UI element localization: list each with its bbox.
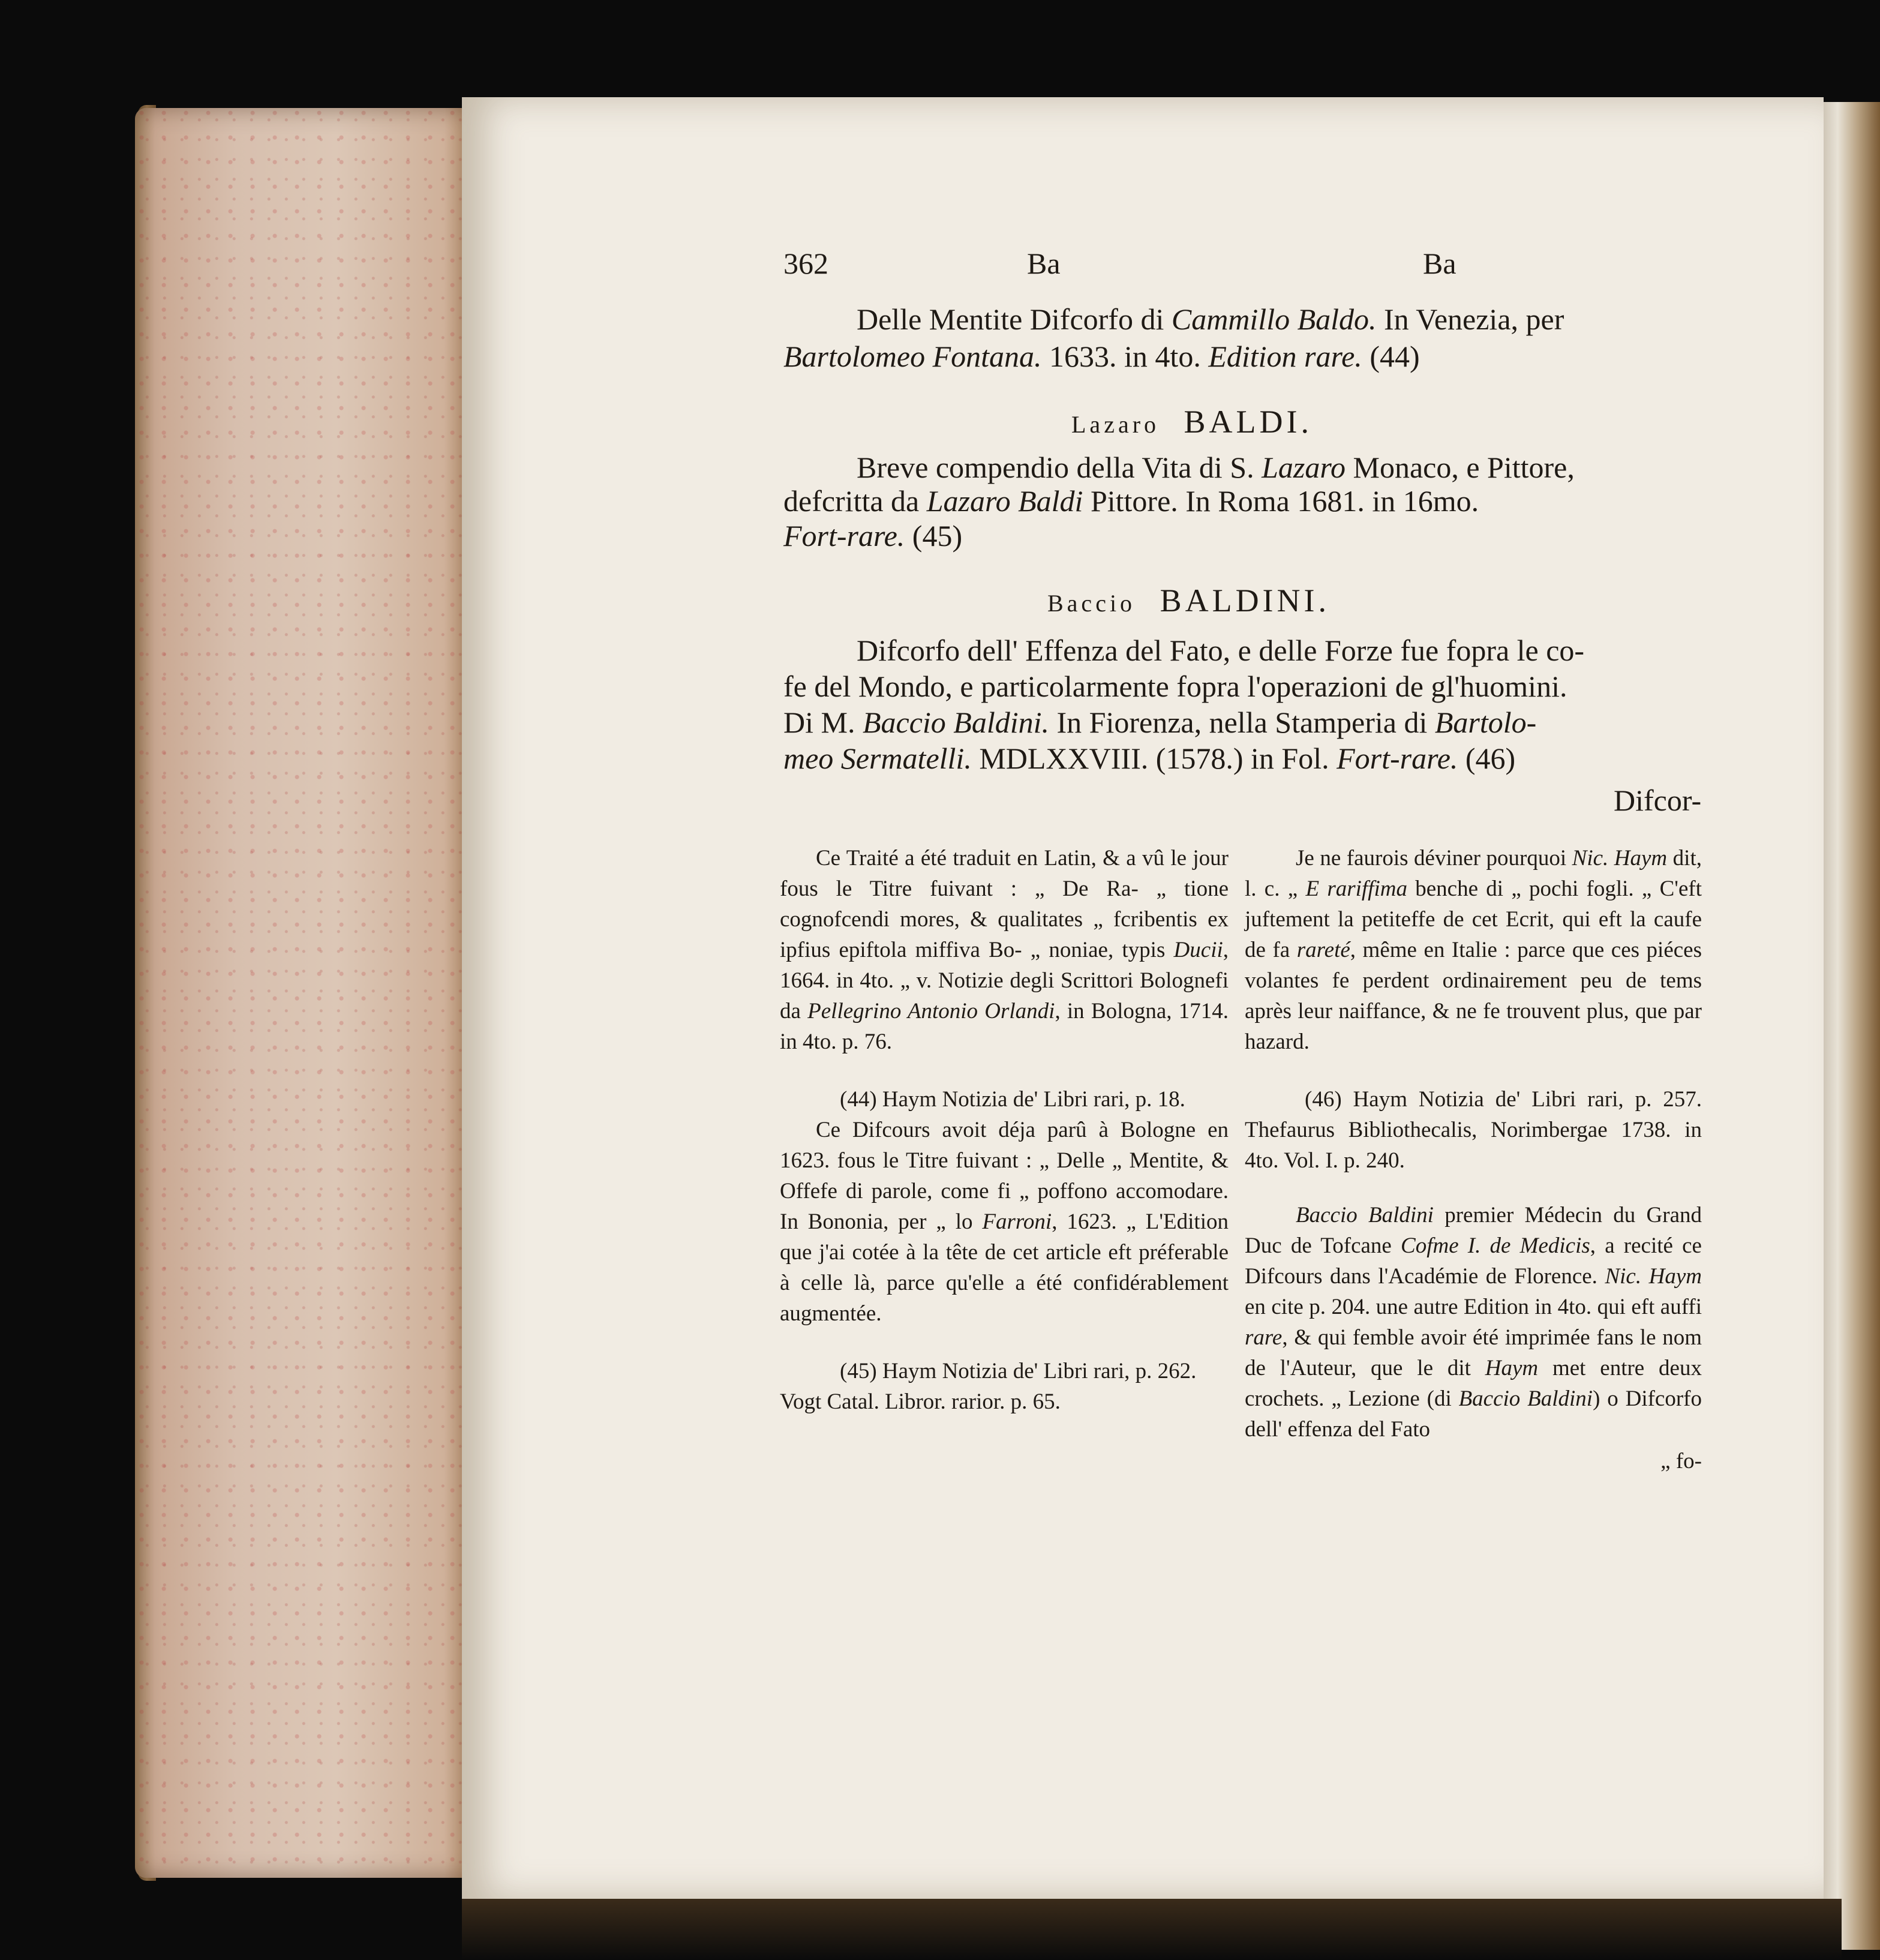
notes-left-column — [780, 843, 1229, 1417]
author-heading-baccio-baldini: Baccio BALDINI. — [1047, 583, 1331, 619]
entry-3-line-2: fe del Mondo, e particolarmente fopra l'operazioni de gl'huomini. — [783, 670, 1567, 703]
note-46: (46) Haym Notizia de' Libri rari, p. 257. Thefaurus Bibliothecalis, Norimbergae 1738. in 4to. Vol. I. p. 240. — [1245, 1087, 1702, 1173]
note-left-paragraph-1: Ce Traité a été traduit en Latin, & a vû le jour fous le Titre fuivant : „ De Ra- „ tione cognofcendi mores, & qualitates „ fcribentis ex ipfius epiftola miffiva Bo- „ noniae, typis Ducii, 1664. in 4to. „ v. Notizie degli Scrittori Bolognefi da Pellegrino Antonio Orlandi, in Bologna, 1714. in 4to. p. 76. — [780, 846, 1229, 1054]
notes-right-column — [1245, 843, 1702, 1476]
note-right-paragraph-1: Je ne faurois déviner pourquoi Nic. Haym dit, l. c. „ E rariffima benche di „ pochi fogli. „ C'eft juftement la petiteffe de cet Ecrit, qui eft la caufe de fa rareté, même en Italie : parce que ces piéces volantes fe perdent ordinairement peu de tems après leur naiffance, & ne fe trouvent plus, que par hazard. — [1245, 846, 1702, 1054]
entry-3-line-4: meo Sermatelli. MDLXXVIII. (1578.) in Fol. Fort-rare. (46) — [783, 742, 1516, 775]
page-edges-fore-edge — [135, 108, 471, 1878]
facing-page-edge — [1824, 102, 1880, 1950]
page-number: 362 — [783, 247, 828, 280]
entry-2-line-2: defcritta da Lazaro Baldi Pittore. In Roma 1681. in 16mo. — [783, 484, 1479, 518]
entry-2-line-1: Breve compendio della Vita di S. Lazaro Monaco, e Pittore, — [857, 451, 1575, 484]
note-right-paragraph-3: Baccio Baldini premier Médecin du Grand Duc de Tofcane Cofme I. de Medicis, a recité ce Difcours dans l'Académie de Florence. Nic. Haym en cite p. 204. une autre Edition in 4to. qui eft auffi rare, & qui femble avoir été imprimée fans le nom de l'Auteur, que le dit Haym met entre deux crochets. „ Lezione (di Baccio Baldini) o Difcorfo dell' effenza del Fato — [1245, 1203, 1702, 1442]
author-heading-lazaro-baldi: Lazaro BALDI. — [1071, 404, 1313, 440]
catchword-main: Difcor- — [1614, 784, 1702, 817]
running-head-right: Ba — [1423, 247, 1456, 280]
running-head-left: Ba — [1027, 247, 1061, 280]
entry-1-line-1: Delle Mentite Difcorfo di Cammillo Baldo. In Venezia, per — [857, 302, 1564, 336]
entry-1-line-2: Bartolomeo Fontana. 1633. in 4to. Edition rare. (44) — [783, 340, 1420, 373]
book-bottom-shadow — [462, 1899, 1842, 1960]
entry-2-line-3: Fort-rare. (45) — [783, 519, 963, 553]
entry-3-line-3: Di M. Baccio Baldini. In Fiorenza, nella Stamperia di Bartolo- — [783, 706, 1537, 739]
note-45: (45) Haym Notizia de' Libri rari, p. 262. Vogt Catal. Libror. rarior. p. 65. — [780, 1359, 1197, 1414]
entry-3-line-1: Difcorfo dell' Effenza del Fato, e delle Forze fue fopra le co- — [857, 634, 1585, 667]
catchword-notes: „ fo- — [1660, 1449, 1702, 1473]
note-left-paragraph-3: Ce Difcours avoit déja parû à Bologne en 1623. fous le Titre fuivant : „ Delle „ Mentite, & Offefe di parole, come fi „ poffono accomodare. In Bononia, per „ lo Farroni, 1623. „ L'Edition que j'ai cotée à la tête de cet article eft préferable à celle là, parce qu'elle a été confidérablement augmentée. — [780, 1118, 1229, 1326]
note-44: (44) Haym Notizia de' Libri rari, p. 18. — [840, 1087, 1185, 1112]
